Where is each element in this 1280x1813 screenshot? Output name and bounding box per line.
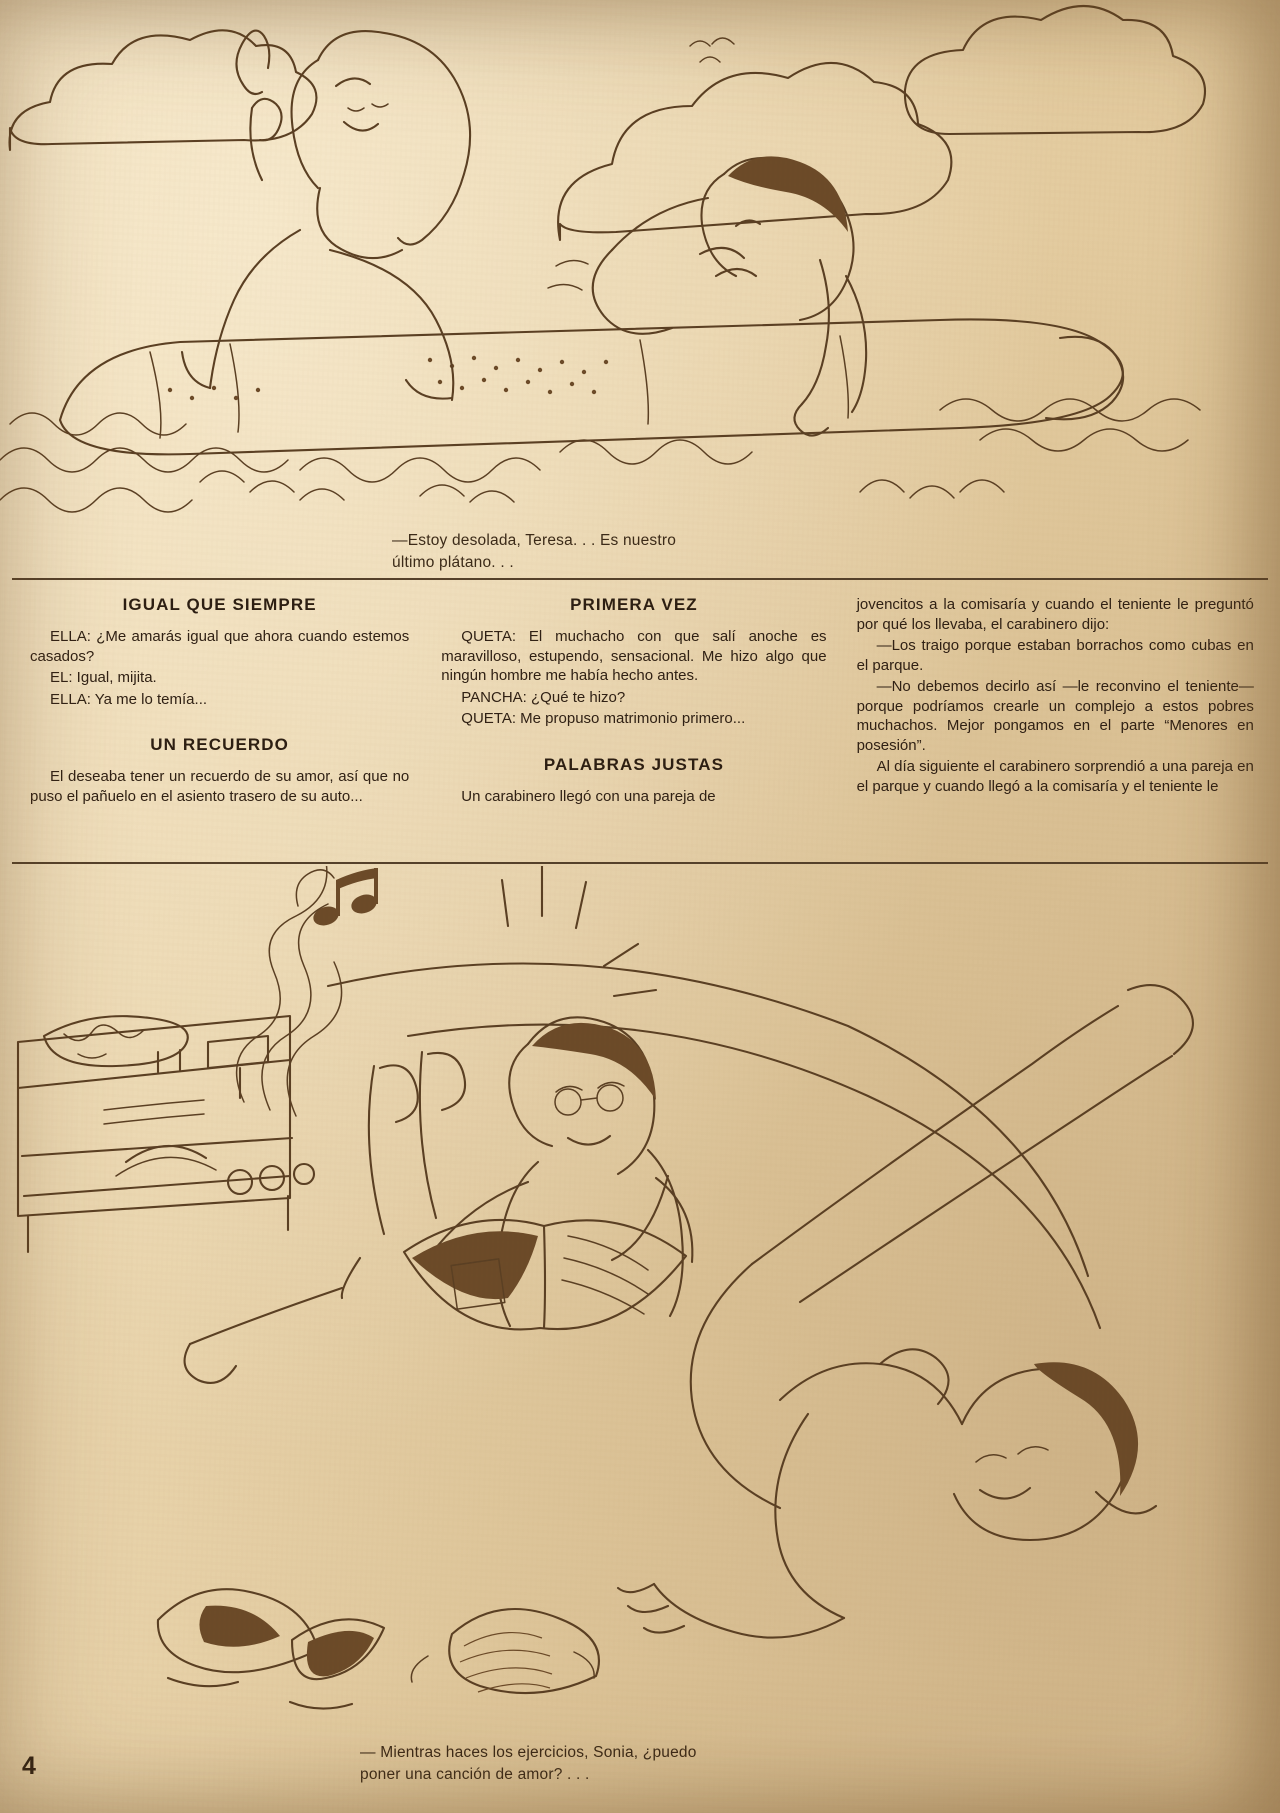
divider-bottom [12, 862, 1268, 864]
joke-title: PRIMERA VEZ [570, 595, 698, 614]
joke-line: jovencitos a la comisaría y cuando el teniente le preguntó por qué los llevaba, el carabinero dijo: [856, 596, 1254, 633]
jokes-column-3 [847, 595, 1260, 850]
caption-line: —Estoy desolada, Teresa. . . Es nuestro [392, 532, 677, 549]
caption-line: poner una canción de amor? . . . [360, 1766, 590, 1784]
joke-line: El deseaba tener un recuerdo de su amor, así que no puso el pañuelo en el asiento trasero de su auto... [30, 768, 410, 805]
caption-line: — Mientras haces los ejercicios, Sonia, ¿puedo [360, 1744, 697, 1761]
joke-line: Al día siguiente el carabinero sorprendió a una pareja en el parque y cuando llegó a la comisaría y el teniente le [856, 758, 1254, 795]
joke-line: QUETA: Me propuso matrimonio primero... [461, 710, 746, 727]
caption-line: último plátano. . . [392, 554, 514, 572]
jokes-column-2 [433, 595, 846, 850]
bottom-cartoon-caption [360, 1742, 830, 1787]
joke-line: EL: Igual, mijita. [50, 669, 157, 686]
divider-top [12, 578, 1268, 580]
jokes-column-1 [20, 595, 433, 850]
top-cartoon-caption [392, 530, 812, 575]
joke-title: UN RECUERDO [150, 735, 289, 754]
joke-line: —Los traigo porque estaban borrachos como cubas en el parque. [856, 637, 1254, 674]
joke-line: —No debemos decirlo así —le reconvino el teniente— porque podríamos crearle un complejo a estos pobres muchachos. Mejor pongamos en el parte “Menores en posesión”. [856, 678, 1254, 754]
bottom-cartoon [8, 866, 1280, 1746]
top-cartoon [0, 0, 1280, 575]
joke-title: IGUAL QUE SIEMPRE [122, 595, 317, 614]
joke-line: PANCHA: ¿Qué te hizo? [461, 688, 626, 706]
joke-line: Un carabinero llegó con una pareja de [461, 787, 716, 805]
joke-line: ELLA: Ya me lo temía... [50, 690, 208, 708]
joke-title: PALABRAS JUSTAS [543, 754, 725, 774]
jokes-section [20, 595, 1260, 850]
joke-line: ELLA: ¿Me amarás igual que ahora cuando estemos casados? [30, 628, 410, 665]
joke-line: QUETA: El muchacho con que salí anoche es maravilloso, estupendo, sensacional. Me hizo algo que ningún hombre me había hecho antes. [441, 628, 827, 684]
page-number: 4 [22, 1752, 36, 1780]
